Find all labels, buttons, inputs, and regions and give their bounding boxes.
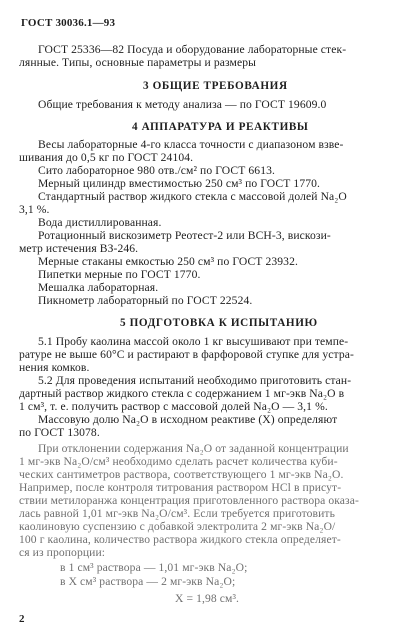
paragraph-line: Мешалка лабораторная. — [38, 281, 159, 294]
paragraph-line: Общие требования к методу анализа — по ГОСТ 19609.0 — [38, 98, 327, 111]
paragraph-line: Ротационный вискозиметр Реотест-2 или ВСН-3, вискози- — [38, 229, 331, 242]
formula-result: X = 1,98 см³. — [175, 592, 240, 605]
paragraph-line: Стандартный раствор жидкого стекла с массовой долей Na₂O — [38, 190, 347, 203]
page-number: 2 — [19, 613, 25, 625]
paragraph-line: 1 см³, т. е. получить раствор с массовой долей Na₂O — 3,1 %. — [19, 400, 328, 413]
paragraph-line: Пипетки мерные по ГОСТ 1770. — [38, 268, 201, 281]
paragraph-line: метр истечения ВЗ-246. — [19, 242, 139, 255]
paragraph-line: При отклонении содержания Na₂O от заданной концентрации — [38, 442, 349, 455]
proportion-line: в 1 см³ раствора — 1,01 мг-экв Na₂O; — [60, 561, 248, 574]
section-3-title: 3 ОБЩИЕ ТРЕБОВАНИЯ — [143, 80, 288, 92]
paragraph-line: ствии метилоранжа концентрация приготовленного раствора оказа- — [19, 494, 359, 507]
paragraph-line: шивания до 0,5 кг по ГОСТ 24104. — [19, 151, 194, 164]
paragraph-line: 5.2 Для проведения испытаний необходимо приготовить стан- — [38, 374, 352, 387]
section-4-title: 4 АППАРАТУРА И РЕАКТИВЫ — [132, 121, 309, 133]
paragraph-line: Вода дистиллированная. — [38, 216, 162, 229]
paragraph-line: Мерные стаканы емкостью 250 см³ по ГОСТ 23932. — [38, 255, 298, 268]
paragraph-line: Пикнометр лабораторный по ГОСТ 22524. — [38, 294, 253, 307]
paragraph-line: по ГОСТ 13078. — [19, 426, 100, 439]
paragraph-line: каолиновую суспензию с добавкой электролита 2 мг-экв Na₂O/ — [19, 520, 336, 533]
paragraph-line: 100 г каолина, количество раствора жидкого стекла определяет- — [19, 533, 341, 546]
paragraph-line: 3,1 %. — [19, 203, 50, 216]
paragraph-line: 5.1 Пробу каолина массой около 1 кг высушивают при темпе- — [38, 335, 349, 348]
reference-line: ГОСТ 25336—82 Посуда и оборудование лабораторные стек- — [38, 43, 347, 56]
paragraph-line: лась равной 1,01 мг-экв Na₂O/см³. Если требуется приготовить — [19, 507, 335, 520]
document-code: ГОСТ 30036.1—93 — [21, 17, 116, 29]
paragraph-line: Весы лабораторные 4-го класса точности с диапазоном взве- — [38, 138, 344, 151]
section-5-title: 5 ПОДГОТОВКА К ИСПЫТАНИЮ — [120, 317, 318, 329]
proportion-line: в X см³ раствора — 2 мг-экв Na₂O; — [60, 575, 236, 588]
paragraph-line: нения комков. — [19, 361, 90, 374]
paragraph-line: Массовую долю Na₂O в исходном реактиве (X) определяют — [38, 413, 338, 426]
paragraph-line: 1 мг-экв Na₂O/см³ необходимо сделать расчет количества куби- — [19, 455, 338, 468]
paragraph-line: Мерный цилиндр вместимостью 250 см³ по ГОСТ 1770. — [38, 177, 321, 190]
paragraph-line: ратуре не выше 60°С и растирают в фарфоровой ступке для устра- — [19, 348, 354, 361]
paragraph-line: ся из пропорции: — [19, 546, 106, 559]
paragraph-line: Сито лабораторное 980 отв./см² по ГОСТ 6613. — [38, 164, 275, 177]
paragraph-line: Например, после контроля титрования раствором HCl в присут- — [19, 481, 342, 494]
reference-line: лянные. Типы, основные параметры и размеры — [19, 56, 256, 69]
paragraph-line: дартный раствор жидкого стекла с содержанием 1 мг-экв Na₂O в — [19, 387, 345, 400]
paragraph-line: ческих сантиметров раствора, соответствующего 1 мг-экв Na₂O. — [19, 468, 344, 481]
